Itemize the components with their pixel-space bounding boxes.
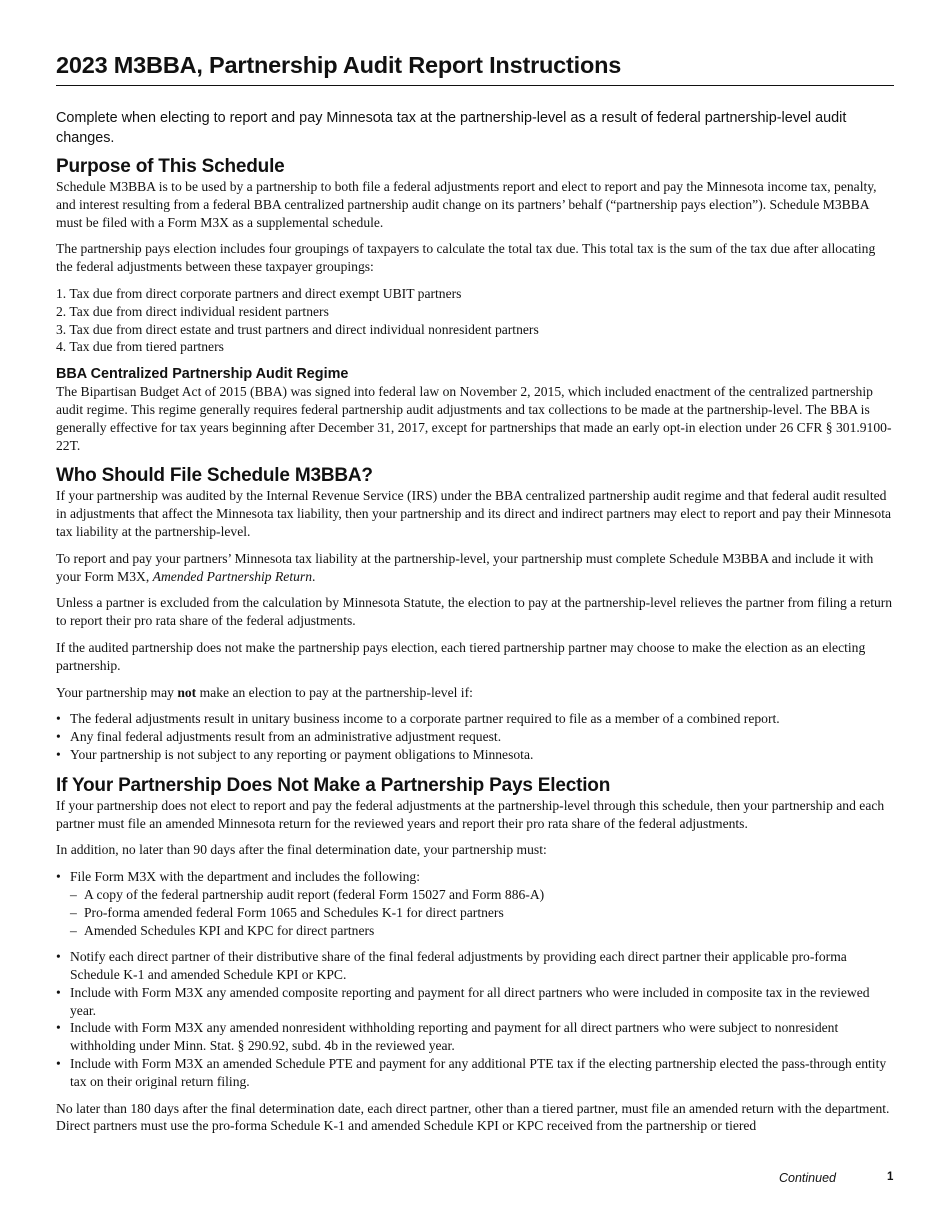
list-item: • Include with Form M3X an amended Schedule PTE and payment for any additional PTE tax if the electing partnership elected the pass-through entity tax on their original return filing. [56, 1055, 894, 1091]
title-rule [56, 85, 894, 86]
election-exclusions-list [56, 710, 894, 763]
page-title: 2023 M3BBA, Partnership Audit Report Instructions [56, 52, 622, 78]
heading-does-not-make-election: If Your Partnership Does Not Make a Partnership Pays Election [56, 774, 611, 796]
document-body [56, 108, 894, 1144]
who-paragraph-5 [56, 684, 894, 702]
not-emphasis: not [177, 684, 197, 700]
list-item: 3. Tax due from direct estate and trust partners and direct individual nonresident partners [56, 321, 539, 337]
list-item: 2. Tax due from direct individual resident partners [56, 303, 329, 319]
purpose-paragraph-2: The partnership pays election includes four groupings of taxpayers to calculate the total tax due. This total tax is the sum of the tax due after allocating the federal adjustments between these taxpayer groupings: [56, 241, 876, 275]
list-item: • Any final federal adjustments result from an administrative adjustment request. [56, 728, 894, 746]
file-m3x-item-text: File Form M3X with the department and includes the following: [70, 869, 420, 885]
bba-paragraph: The Bipartisan Budget Act of 2015 (BBA) was signed into federal law on November 2, 2015, which included enactment of the centralized partnership audit regime. This regime generally requires federal partnership audit adjustments and tax collections to be made at the partnership-level. The BBA is generally effective for tax years beginning after December 31, 2017, except for partnerships that made an early opt-in election under 26 CFR § 301.9100-22T. [56, 384, 892, 453]
heading-who-should-file: Who Should File Schedule M3BBA? [56, 465, 373, 487]
page-number: 1 [887, 1171, 894, 1183]
who-paragraph-3: Unless a partner is excluded from the calculation by Minnesota Statute, the election to pay at the partnership-level relieves the partner from filing a return to report their pro rata share of the federal adjustments. [56, 595, 893, 629]
heading-purpose: Purpose of This Schedule [56, 156, 285, 177]
who-p5-text-b: make an election to pay at the partnership-level if: [196, 684, 473, 700]
sub-list-item: – Amended Schedules KPI and KPC for direct partners [70, 922, 894, 940]
list-item: • Notify each direct partner of their distributive share of the final federal adjustments by providing each direct partner their applicable pro-forma Schedule K-1 and amended Schedule KPI or KPC. [56, 948, 894, 984]
who-paragraph-1: If your partnership was audited by the Internal Revenue Service (IRS) under the BBA centralized partnership audit regime and that federal audit resulted in adjustments that affect the Minnesota tax liability, then your partnership and its direct and indirect partners may elect to report and pay their Minnesota tax liability at the partnership-level. [56, 488, 892, 539]
list-item [56, 868, 894, 939]
taxpayer-groupings-list [56, 285, 894, 356]
who-p5-text-a: Your partnership may [56, 684, 178, 700]
notmake-paragraph-1: If your partnership does not elect to report and pay the federal adjustments at the partnership-level through this schedule, then your partnership and each partner must file an amended Minnesota return for the reviewed years and report their pro rata share of the federal adjustments. [56, 797, 885, 831]
continued-label: Continued [779, 1171, 836, 1185]
notmake-paragraph-2: In addition, no later than 90 days after the final determination date, your partnership must: [56, 842, 547, 858]
list-item: 4. Tax due from tiered partners [56, 339, 224, 355]
sub-list-item: – Pro-forma amended federal Form 1065 and Schedules K-1 for direct partners [70, 904, 894, 922]
list-item: 1. Tax due from direct corporate partners and direct exempt UBIT partners [56, 285, 462, 301]
who-p2-text-a: To report and pay your partners’ Minnesota tax liability at the partnership-level, your partnership must complete Schedule M3BBA and include it with your Form M3X, [56, 550, 874, 584]
who-paragraph-2 [56, 550, 894, 586]
intro-paragraph: Complete when electing to report and pay Minnesota tax at the partnership-level as a result of federal partnership-level audit changes. [56, 110, 847, 146]
who-paragraph-4: If the audited partnership does not make the partnership pays election, each tiered partnership partner may choose to make the election as an electing partnership. [56, 639, 866, 673]
heading-bba-regime: BBA Centralized Partnership Audit Regime [56, 366, 349, 383]
list-item: • Include with Form M3X any amended nonresident withholding reporting and payment for all direct partners who were subject to nonresident withholding under Minn. Stat. § 290.92, subd. 4b in the reviewed year. [56, 1019, 894, 1055]
notmake-paragraph-3: No later than 180 days after the final determination date, each direct partner, other than a tiered partner, must file an amended return with the department. Direct partners must use the pro-forma Schedule K-1 and amended Schedule KPI or KPC received from the partnership or tiered [56, 1100, 890, 1134]
file-m3x-list [56, 868, 894, 939]
list-item: • Your partnership is not subject to any reporting or payment obligations to Minnesota. [56, 746, 894, 764]
purpose-paragraph-1: Schedule M3BBA is to be used by a partnership to both file a federal adjustments report and elect to report and pay the Minnesota income tax, penalty, and interest resulting from a federal BBA centralized partnership audit change on its partners’ behalf (“partnership pays election”). Schedule M3BBA must be filed with a Form M3X as a supplemental schedule. [56, 179, 877, 230]
sub-list-item: – A copy of the federal partnership audit report (federal Form 15027 and Form 886-A) [70, 886, 894, 904]
form-name-italic: Amended Partnership Return [152, 568, 312, 584]
list-item: • The federal adjustments result in unitary business income to a corporate partner required to file as a member of a combined report. [56, 710, 894, 728]
list-item: • Include with Form M3X any amended composite reporting and payment for all direct partners who were included in composite tax in the reviewed year. [56, 984, 894, 1020]
who-p2-text-b: . [312, 568, 316, 584]
partnership-obligations-list [56, 948, 894, 1090]
file-m3x-sublist [70, 886, 894, 939]
